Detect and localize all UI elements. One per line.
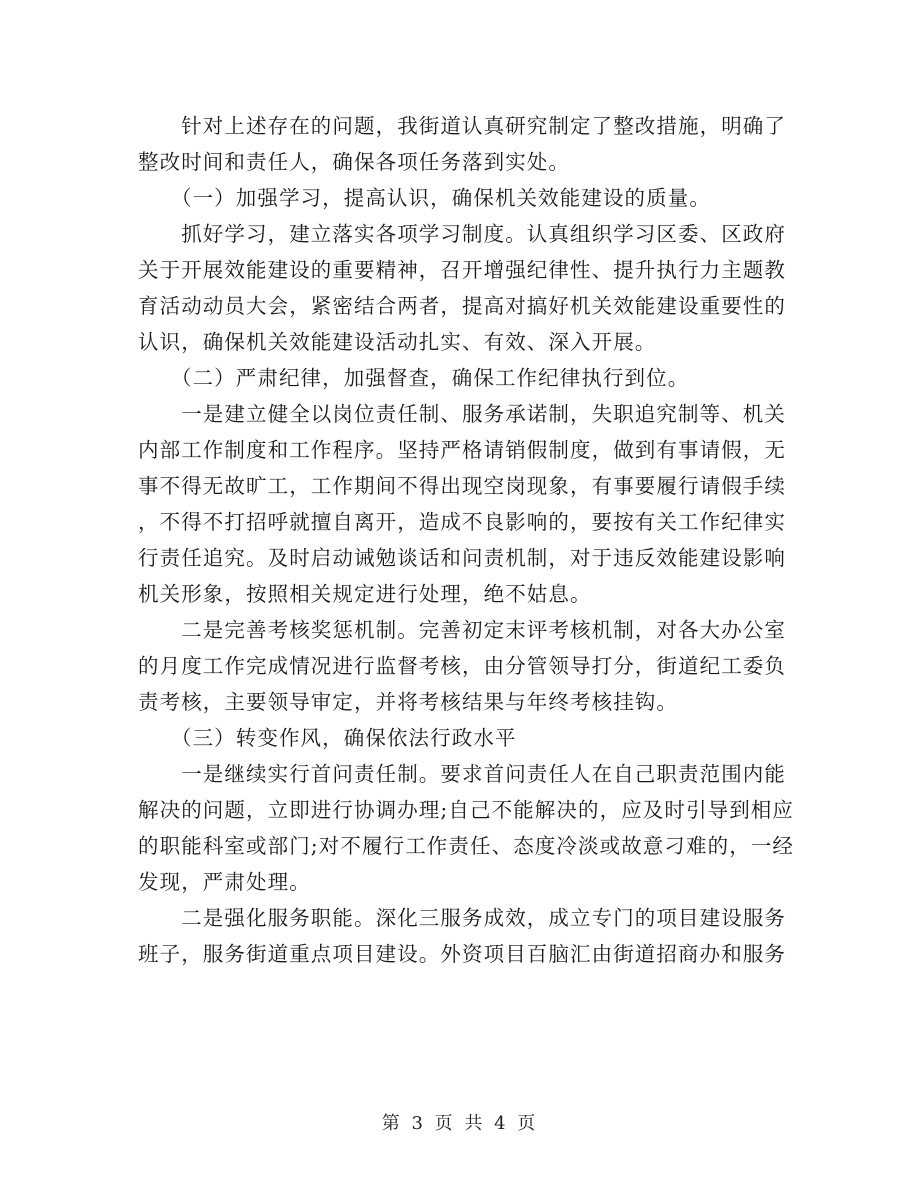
text-line: 一是建立健全以岗位责任制、服务承诺制，失职追究制等、机关	[138, 402, 786, 426]
text-line: 机关形象，按照相关规定进行处理，绝不姑息。	[138, 582, 592, 606]
text-line: 整改时间和责任人，确保各项任务落到实处。	[138, 150, 570, 174]
text-line: 责考核，主要领导审定，并将考核结果与年终考核挂钩。	[138, 690, 678, 714]
section-heading: （二）严肃纪律，加强督查，确保工作纪律执行到位。	[138, 366, 690, 390]
text-line: 二是完善考核奖惩机制。完善初定末评考核机制，对各大办公室	[138, 618, 786, 642]
text-line: 的月度工作完成情况进行监督考核，由分管领导打分，街道纪工委负	[138, 654, 786, 678]
section-heading: （一）加强学习，提高认识，确保机关效能建设的质量。	[138, 186, 711, 210]
text-line: 事不得无故旷工，工作期间不得出现空岗现象，有事要履行请假手续	[138, 474, 786, 498]
text-line: 认识，确保机关效能建设活动扎实、有效、深入开展。	[138, 330, 657, 354]
page-number-footer: 第 3 页 共 4 页	[381, 1113, 539, 1134]
text-line: 关于开展效能建设的重要精神，召开增强纪律性、提升执行力主题教	[138, 258, 786, 282]
text-line: 育活动动员大会，紧密结合两者，提高对搞好机关效能建设重要性的	[138, 294, 786, 318]
text-line: 的职能科室或部门;对不履行工作责任、态度冷淡或故意刁难的，一经	[138, 834, 795, 858]
text-line: 二是强化服务职能。深化三服务成效，成立专门的项目建设服务	[138, 906, 786, 930]
text-line: 抓好学习，建立落实各项学习制度。认真组织学习区委、区政府	[138, 222, 786, 246]
text-line: 内部工作制度和工作程序。坚持严格请销假制度，做到有事请假，无	[138, 438, 786, 462]
document-body	[138, 108, 795, 972]
text-line: 班子，服务街道重点项目建设。外资项目百脑汇由街道招商办和服务	[138, 942, 786, 966]
section-heading: （三）转变作风，确保依法行政水平	[138, 726, 517, 750]
text-line: 针对上述存在的问题，我街道认真研究制定了整改措施，明确了	[138, 114, 786, 138]
text-line: 解决的问题，立即进行协调办理;自己不能解决的，应及时引导到相应	[138, 798, 795, 822]
text-line: 一是继续实行首问责任制。要求首问责任人在自己职责范围内能	[138, 762, 786, 786]
text-line: 行责任追究。及时启动诫勉谈话和问责机制，对于违反效能建设影响	[138, 546, 786, 570]
text-line: 发现，严肃处理。	[138, 870, 311, 894]
text-line: ，不得不打招呼就擅自离开，造成不良影响的，要按有关工作纪律实	[138, 510, 786, 534]
